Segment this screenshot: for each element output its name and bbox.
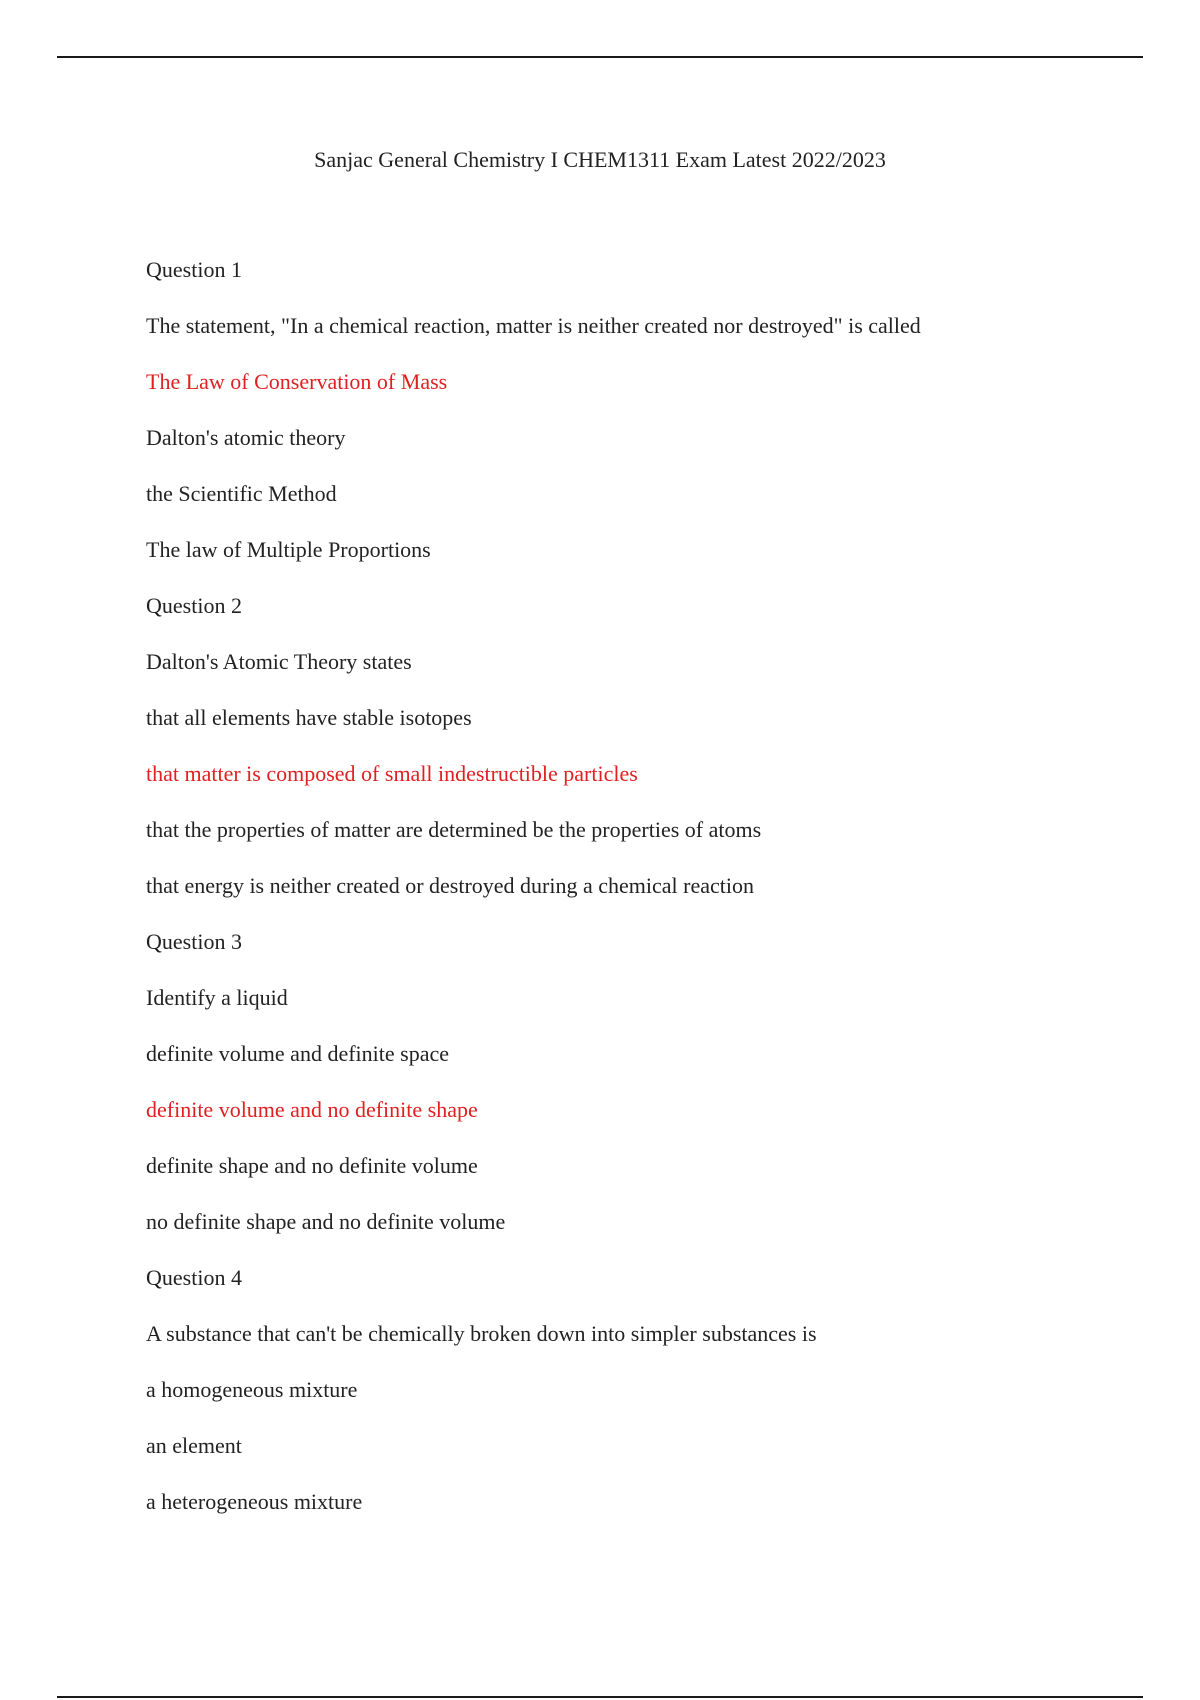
question-prompt: Identify a liquid	[146, 985, 288, 1010]
answer-option: a homogeneous mixture	[146, 1377, 358, 1402]
question-label: Question 4	[146, 1265, 242, 1290]
question-prompt: Dalton's Atomic Theory states	[146, 649, 412, 674]
answer-option: that the properties of matter are determined be the properties of atoms	[146, 817, 762, 842]
answer-option-correct: The Law of Conservation of Mass	[146, 369, 448, 394]
answer-option: no definite shape and no definite volume	[146, 1209, 506, 1234]
answer-option-correct: that matter is composed of small indestructible particles	[146, 761, 638, 786]
question-prompt: A substance that can't be chemically broken down into simpler substances is	[146, 1321, 817, 1346]
answer-option: definite volume and definite space	[146, 1041, 449, 1066]
question-label: Question 3	[146, 929, 242, 954]
answer-option: The law of Multiple Proportions	[146, 537, 431, 562]
question-label: Question 2	[146, 593, 242, 618]
question-list	[146, 256, 1146, 1544]
answer-option: that all elements have stable isotopes	[146, 705, 472, 730]
answer-option: an element	[146, 1433, 242, 1458]
question-label: Question 1	[146, 257, 242, 282]
answer-option: the Scientific Method	[146, 481, 337, 506]
top-rule	[57, 56, 1143, 58]
answer-option: a heterogeneous mixture	[146, 1489, 363, 1514]
document-title: Sanjac General Chemistry I CHEM1311 Exam Latest 2022/2023	[314, 147, 886, 172]
answer-option: Dalton's atomic theory	[146, 425, 346, 450]
answer-option: that energy is neither created or destroyed during a chemical reaction	[146, 873, 754, 898]
question-prompt: The statement, "In a chemical reaction, matter is neither created nor destroyed" is called	[146, 313, 921, 338]
bottom-rule	[57, 1696, 1143, 1698]
answer-option-correct: definite volume and no definite shape	[146, 1097, 478, 1122]
answer-option: definite shape and no definite volume	[146, 1153, 478, 1178]
